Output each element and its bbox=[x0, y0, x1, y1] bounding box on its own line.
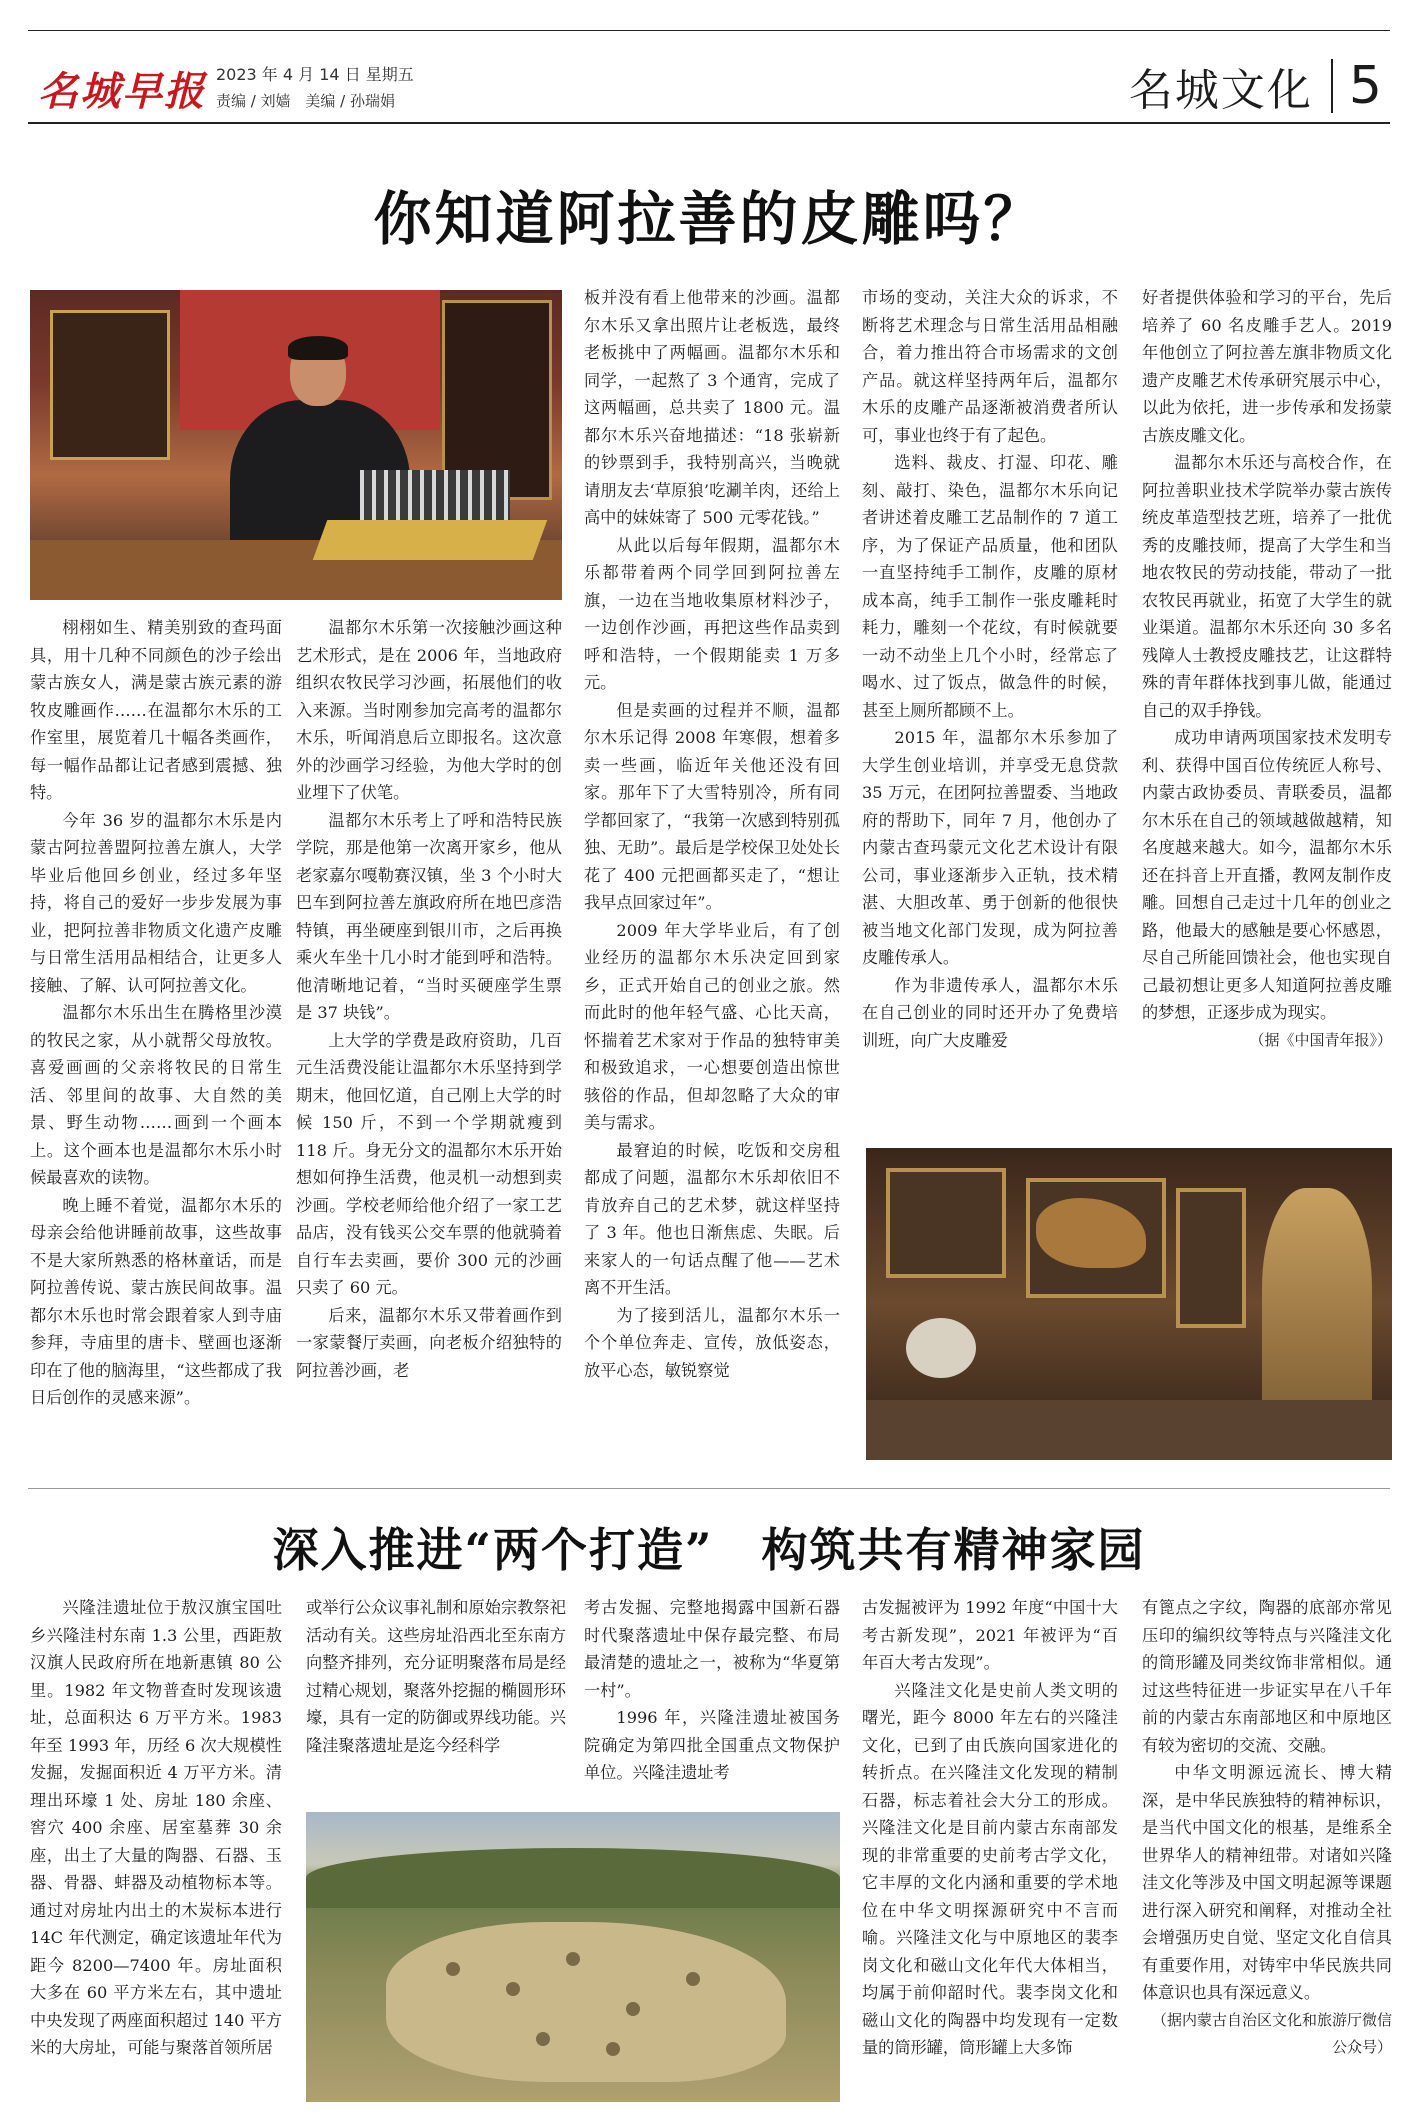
paragraph: 从此以后每年假期，温都尔木乐都带着两个同学回到阿拉善左旗，一边在当地收集原材料沙子，一边创作沙画，再把这些作品卖到呼和浩特，一个假期能卖 1 万多元。 bbox=[584, 535, 840, 692]
paragraph: 成功申请两项国家技术发明专利、获得中国百位传统匠人称号、内蒙古政协委员、青联委员，温都尔木乐在自己的领域越做越精，知名度越来越大。如今，温都尔木乐还在抖音上开直播，教网友制作皮雕。回想自己走过十几年的创业之路，他最大的感触是要心怀感恩，尽自己所能回馈社会，他也实现自己最初想让更多人知道阿拉善皮雕的梦想，正逐步成为现实。 bbox=[1142, 728, 1392, 1022]
newspaper-logo: 名城早报 bbox=[38, 68, 206, 115]
paragraph: 后来，温都尔木乐又带着画作到一家蒙餐厅卖画，向老板介绍独特的阿拉善沙画，老 bbox=[296, 1305, 562, 1380]
issue-meta bbox=[216, 62, 414, 114]
article1-column-3 bbox=[584, 284, 840, 1384]
paragraph: 古发掘被评为 1992 年度“中国十大考古新发现”，2021 年被评为“百年百大考古发现”。 bbox=[862, 1598, 1118, 1672]
article1-column-1 bbox=[30, 614, 282, 1412]
paragraph: 1996 年，兴隆洼遗址被国务院确定为第四批全国重点文物保护单位。兴隆洼遗址考 bbox=[584, 1708, 840, 1782]
issue-date: 2023 年 4 月 14 日 bbox=[216, 65, 361, 84]
article2-column-2 bbox=[306, 1594, 566, 1759]
issue-weekday: 星期五 bbox=[365, 65, 414, 84]
section-divider bbox=[1331, 59, 1333, 113]
paragraph: 温都尔木乐还与高校合作，在阿拉善职业技术学院举办蒙古族传统皮革造型技艺班，培养了一批优秀的皮雕技师，提高了大学生和当地农牧民的劳动技能，带动了一批农牧民再就业，拓宽了大学生的就业渠道。温都尔木乐还向 30 多名残障人士教授皮雕技艺，让这群特殊的青年群体找到事儿做，能通过自己的双手挣钱。 bbox=[1142, 453, 1392, 720]
paragraph: 2009 年大学毕业后，有了创业经历的温都尔木乐决定回到家乡，正式开始自己的创业之旅。然而此时的他年轻气盛、心比天高，怀揣着艺术家对于作品的独特审美和极致追求，一心想要创造出惊世骇俗的作品，但却忽略了大众的审美与需求。 bbox=[584, 920, 840, 1132]
paragraph: 选料、裁皮、打湿、印花、雕刻、敲打、染色，温都尔木乐向记者讲述着皮雕工艺品制作的 7 道工序，为了保证产品质量，他和团队一直坚持纯手工制作，皮雕的原材成本高，纯手工制作一张皮雕耗时耗力，雕刻一个花纹，有时候就要一动不动坐上几个小时，经常忘了喝水、过了饭点，做急件的时候，甚至上厕所都顾不上。 bbox=[862, 453, 1118, 720]
editor-credit: 责编 / 刘嫱 bbox=[216, 92, 291, 110]
article1-column-4 bbox=[862, 284, 1118, 1054]
section-divider-rule bbox=[28, 1488, 1390, 1489]
article1-column-2 bbox=[296, 614, 562, 1384]
paragraph: 栩栩如生、精美别致的查玛面具，用十几种不同颜色的沙子绘出蒙古族女人，满是蒙古族元素的游牧皮雕画作……在温都尔木乐的工作室里，展览着几十幅各类画作，每一幅作品都让记者感到震撼、独特。 bbox=[30, 618, 282, 802]
paragraph: 有篦点之字纹，陶器的底部亦常见压印的编织纹等特点与兴隆洼文化的筒形罐及同类纹饰非常相似。通过这些特征进一步证实早在八千年前的内蒙古东南部地区和中原地区有较为密切的交流、交融。 bbox=[1142, 1598, 1392, 1755]
article1-headline: 你知道阿拉善的皮雕吗？ bbox=[373, 185, 1045, 253]
article2-column-1 bbox=[30, 1594, 282, 2062]
article2-column-5 bbox=[1142, 1594, 1392, 2062]
leather-gallery-photo bbox=[866, 1148, 1392, 1460]
artisan-photo bbox=[30, 290, 562, 600]
paragraph: 上大学的学费是政府资助，几百元生活费没能让温都尔木乐坚持到学期末，他回忆道，自己刚上大学的时候 150 斤，不到一个学期就瘦到 118 斤。身无分文的温都尔木乐开始想如何挣生活费，他灵机一动想到卖沙画。学校老师给他介绍了一家工艺品店，没有钱买公交车票的他就骑着自行车去卖画，要价 300 元的沙画只卖了 60 元。 bbox=[296, 1030, 562, 1297]
section-name: 名城文化 bbox=[1128, 65, 1313, 116]
xinglongwa-site-photo bbox=[306, 1812, 840, 2102]
paragraph: 为了接到活儿，温都尔木乐一个个单位奔走、宣传，放低姿态，放平心态，敏锐察觉 bbox=[584, 1305, 840, 1380]
article2-source: （据内蒙古自治区文化和旅游厅微信公众号） bbox=[1151, 2010, 1392, 2056]
designer-credit: 美编 / 孙瑞娟 bbox=[305, 92, 395, 110]
paragraph: 中华文明源远流长、博大精深，是中华民族独特的精神标识，是当代中国文化的根基，是维系全世界华人的精神纽带。对诸如兴隆洼文化等涉及中国文明起源等课题进行深入研究和阐释，对推动全社会增强历史自觉、坚定文化自信具有重要作用，对铸牢中华民族共同体意识也具有深远意义。 bbox=[1142, 1763, 1392, 2002]
page-number: 5 bbox=[1348, 56, 1382, 116]
paragraph: 作为非遗传承人，温都尔木乐在自己创业的同时还开办了免费培训班，向广大皮雕爱 bbox=[862, 975, 1118, 1050]
paragraph: 板并没有看上他带来的沙画。温都尔木乐又拿出照片让老板选，最终老板挑中了两幅画。温都尔木乐和同学，一起熬了 3 个通宵，完成了这两幅画，总共卖了 1800 元。温都尔木乐兴奋地描述：“18 张崭新的钞票到手，我特别高兴，当晚就请朋友去‘草原狼’吃涮羊肉，还给上高中的妹妹寄了 500 元零花钱。” bbox=[584, 288, 840, 527]
paragraph: 好者提供体验和学习的平台，先后培养了 60 名皮雕手艺人。2019 年他创立了阿拉善左旗非物质文化遗产皮雕艺术传承研究展示中心，以此为依托，进一步传承和发扬蒙古族皮雕文化。 bbox=[1142, 288, 1392, 445]
paragraph: 温都尔木乐出生在腾格里沙漠的牧民之家，从小就帮父母放牧。喜爱画画的父亲将牧民的日常生活、邻里间的故事、大自然的美景、野生动物……画到一个画本上。这个画本也是温都尔木乐小时候最喜欢的读物。 bbox=[30, 1003, 282, 1187]
paragraph: 今年 36 岁的温都尔木乐是内蒙古阿拉善盟阿拉善左旗人，大学毕业后他回乡创业，经过多年坚持，将自己的爱好一步步发展为事业，把阿拉善非物质文化遗产皮雕与日常生活用品相结合，让更多人接触、了解、认可阿拉善文化。 bbox=[30, 810, 282, 995]
header-rule bbox=[28, 122, 1390, 124]
paragraph: 或举行公众议事礼制和原始宗教祭祀活动有关。这些房址沿西北至东南方向整齐排列，充分证明聚落布局是经过精心规划，聚落外挖掘的椭圆形环壕，具有一定的防御或界线功能。兴隆洼聚落遗址是迄今经科学 bbox=[306, 1598, 566, 1755]
paragraph: 2015 年，温都尔木乐参加了大学生创业培训，并享受无息贷款 35 万元，在团阿拉善盟委、当地政府的帮助下，同年 7 月，他创办了内蒙古查玛蒙元文化艺术设计有限公司，事业逐渐步入正轨，技术精湛、大胆改革、勇于创新的他很快被当地文化部门发现，成为阿拉善皮雕传承人。 bbox=[862, 728, 1118, 967]
paragraph: 但是卖画的过程并不顺，温都尔木乐记得 2008 年寒假，想着多卖一些画，临近年关他还没有回家。那年下了大雪特别冷，所有同学都回家了，“我第一次感到特别孤独、无助”。最后是学校保卫处处长花了 400 元把画都买走了，“想让我早点回家过年”。 bbox=[584, 700, 840, 912]
article2-column-4 bbox=[862, 1594, 1118, 2062]
paragraph: 考古发掘、完整地揭露中国新石器时代聚落遗址中保存最完整、布局最清楚的遗址之一，被称为“华夏第一村”。 bbox=[584, 1598, 840, 1700]
paragraph: 兴隆洼文化是史前人类文明的曙光，距今 8000 年左右的兴隆洼文化，已到了由氏族向国家进化的转折点。在兴隆洼文化发现的精制石器，标志着社会大分工的形成。兴隆洼文化是目前内蒙古东南部发现的非常重要的史前考古学文化，它丰厚的文化内涵和重要的学术地位在中华文明探源研究中不言而喻。兴隆洼文化与中原地区的裴李岗文化和磁山文化年代大体相当，均属于前仰韶时代。裴李岗文化和磁山文化的陶器中均发现有一定数量的筒形罐，筒形罐上大多饰 bbox=[862, 1680, 1118, 2057]
section-block bbox=[1129, 54, 1382, 118]
article2-headline: 深入推进“两个打造” 构筑共有精神家园 bbox=[272, 1523, 1146, 1577]
paragraph: 温都尔木乐考上了呼和浩特民族学院，那是他第一次离开家乡，他从老家嘉尔嘎勒赛汉镇，坐 3 个小时大巴车到阿拉善左旗政府所在地巴彦浩特镇，再坐硬座到银川市，之后再换乘火车坐十几小时才能到呼和浩特。他清晰地记着，“当时买硬座学生票是 37 块钱”。 bbox=[296, 810, 562, 1022]
article1-column-5 bbox=[1142, 284, 1392, 1054]
paragraph: 市场的变动，关注大众的诉求，不断将艺术理念与日常生活用品相融合，着力推出符合市场需求的文创产品。就这样坚持两年后，温都尔木乐的皮雕产品逐渐被消费者所认可，事业也终于有了起色。 bbox=[862, 288, 1118, 445]
paragraph: 兴隆洼遗址位于敖汉旗宝国吐乡兴隆洼村东南 1.3 公里，西距敖汉旗人民政府所在地新惠镇 80 公里。1982 年文物普查时发现该遗址，总面积达 6 万平方米。1983 年至 1993 年，历经 6 次大规模性发掘，发掘面积近 4 万平方米。清理出环壕 1 处、房址 180 余座、窖穴 400 余座、居室墓葬 30 余座，出土了大量的陶器、石器、玉器、骨器、蚌器及动植物标本等。通过对房址内出土的木炭标本进行 14C 年代测定，确定该遗址年代为距今 8200—7400 年。房址面积大多在 60 平方米左右，其中遗址中央发现了两座面积超过 140 平方米的大房址，可能与聚落首领所居 bbox=[30, 1598, 282, 2057]
article2-column-3 bbox=[584, 1594, 840, 1787]
paragraph: 晚上睡不着觉，温都尔木乐的母亲会给他讲睡前故事，这些故事不是大家所熟悉的格林童话，而是阿拉善传说、蒙古族民间故事。温都尔木乐也时常会跟着家人到寺庙参拜，寺庙里的唐卡、壁画也逐渐印在了他的脑海里，“这些都成了我日后创作的灵感来源”。 bbox=[30, 1195, 282, 1407]
masthead bbox=[30, 54, 1390, 114]
top-rule bbox=[28, 30, 1390, 31]
paragraph: 最窘迫的时候，吃饭和交房租都成了问题，温都尔木乐却依旧不肯放弃自己的艺术梦，就这样坚持了 3 年。他也日渐焦虑、失眠。后来家人的一句话点醒了他——艺术离不开生活。 bbox=[584, 1140, 840, 1297]
article1-source: （据《中国青年报》） bbox=[1249, 1030, 1392, 1049]
paragraph: 温都尔木乐第一次接触沙画这种艺术形式，是在 2006 年，当地政府组织农牧民学习沙画，拓展他们的收入来源。当时刚参加完高考的温都尔木乐，听闻消息后立即报名。这次意外的沙画学习经验，为他大学时的创业埋下了伏笔。 bbox=[296, 618, 562, 802]
